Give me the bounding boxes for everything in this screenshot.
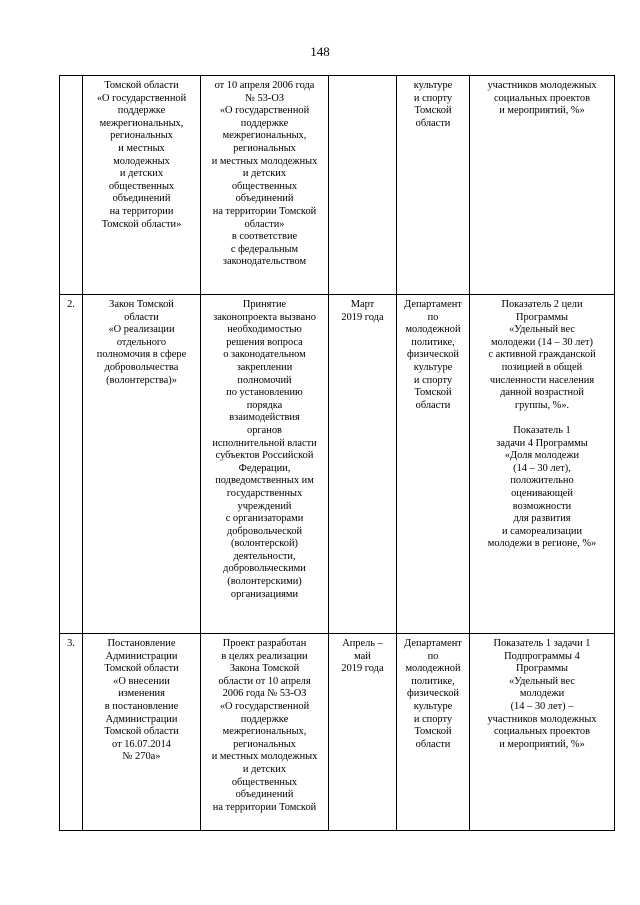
cell-text-line: политике, <box>411 336 455 348</box>
cell-text-line: «О внесении <box>113 675 170 687</box>
cell-text-line: 2006 года № 53-ОЗ <box>222 688 307 700</box>
cell-text-line: социальных проектов <box>494 726 590 738</box>
cell-text-line: Показатель 2 цели <box>501 299 583 310</box>
cell-text-line: в целях реализации <box>221 650 308 662</box>
cell-text-line: субъектов Российской <box>215 450 314 462</box>
cell-text-line: области <box>415 117 451 129</box>
cell-text-line: молодежных <box>113 155 170 167</box>
cell-text-line: по <box>427 311 439 323</box>
cell-text-line: от 10 апреля 2006 года <box>214 80 315 91</box>
cell-text-line: Томской области» <box>101 218 182 230</box>
cell-text-line: социальных проектов <box>494 92 590 104</box>
measures-table <box>59 75 615 831</box>
cell-text-line: в постановление <box>104 700 179 712</box>
cell-text-line: культуре <box>413 361 453 373</box>
cell-text-line: деятельности, <box>233 550 296 562</box>
cell-text-line: Постановление <box>107 638 176 649</box>
cell-text-line: Департамент <box>404 299 462 310</box>
cell-text-line: для развития <box>513 513 571 525</box>
cell-text-line: поддержке <box>240 713 289 725</box>
cell-text-line: молодежной <box>405 663 461 675</box>
cell-text-line: Закон Томской <box>109 299 174 310</box>
cell-text-line: на территории Томской <box>212 801 317 813</box>
cell-text-line: и местных <box>118 142 165 154</box>
cell-text-line: и спорту <box>413 374 453 386</box>
cell-text-line: изменения <box>118 688 165 700</box>
cell-text-line: о законодательном <box>223 349 306 361</box>
cell-text-line: отдельного <box>116 336 167 348</box>
cell-text-line: в соответствие <box>231 231 298 243</box>
cell-text-line: и мероприятий, %» <box>499 105 585 117</box>
cell-text-line: и детских <box>242 763 287 775</box>
cell-text-line: по установлению <box>226 387 303 399</box>
table-row <box>60 76 615 295</box>
document-cell <box>83 295 201 634</box>
cell-text-line: «Удельный вес <box>509 675 575 687</box>
deadline-cell <box>329 295 397 634</box>
cell-text-line: с федеральным <box>230 243 299 255</box>
cell-text-line: общественных <box>108 180 175 192</box>
cell-text-line: решения вопроса <box>226 336 303 348</box>
cell-text-line: региональных <box>233 738 296 750</box>
cell-text-line: № 53-ОЗ <box>244 92 285 104</box>
cell-text-line: задачи 4 Программы <box>496 437 588 449</box>
cell-text-line: Администрации <box>105 713 178 725</box>
indicator-cell <box>470 295 615 634</box>
cell-text-line: общественных <box>231 776 298 788</box>
cell-text-line: Томской области <box>104 663 179 675</box>
cell-text-line: поддержке <box>240 117 289 129</box>
cell-text-line: Принятие <box>242 299 287 310</box>
cell-text-line: объединений <box>235 789 294 801</box>
cell-text-line: и детских <box>242 168 287 180</box>
cell-text-line: исполнительной власти <box>212 437 317 449</box>
cell-text-line: региональных <box>110 130 173 142</box>
page-number: 148 <box>310 44 330 59</box>
cell-text-line: Томской области <box>104 80 179 91</box>
cell-text-line: законопроекта вызвано <box>213 311 316 323</box>
cell-text-line: молодежи <box>519 688 565 700</box>
cell-text-line: области от 10 апреля <box>218 675 311 687</box>
cell-text-line: участников молодежных <box>487 80 597 91</box>
table-row <box>60 634 615 831</box>
cell-text-line: оценивающей <box>511 487 573 499</box>
executor-cell <box>397 634 470 831</box>
cell-text-line: молодежи в регионе, %» <box>487 538 597 550</box>
cell-text-line: политике, <box>411 675 455 687</box>
cell-text-line: культуре <box>413 80 453 91</box>
cell-text-line: Закона Томской <box>229 663 300 675</box>
cell-text-line: Март <box>350 299 375 310</box>
cell-text-line: (волонтерской) <box>231 538 298 550</box>
indicator-cell <box>470 634 615 831</box>
cell-text-line: закреплении <box>236 361 293 373</box>
cell-text-line: и самореализации <box>501 525 583 537</box>
cell-text-line: «О реализации <box>108 324 175 336</box>
cell-text-line: и местных молодежных <box>211 751 318 763</box>
cell-text-line: Томской <box>414 726 452 738</box>
cell-text-line: учреждений <box>237 500 292 512</box>
indicator-cell <box>470 76 615 295</box>
cell-text-line: Федерации, <box>238 462 291 474</box>
cell-text-line: поддержке <box>117 105 166 117</box>
cell-text-line: Томской области <box>104 726 179 738</box>
deadline-cell <box>329 76 397 295</box>
cell-text-line: взаимодействия <box>229 412 300 424</box>
cell-text-line: и спорту <box>413 713 453 725</box>
cell-text-line: региональных <box>233 142 296 154</box>
cell-text-line: Программы <box>515 663 569 675</box>
cell-text-line: (волонтерскими) <box>227 576 302 588</box>
cell-text-line: и детских <box>119 168 164 180</box>
cell-text-line: с организаторами <box>225 513 304 525</box>
cell-text-line: Томской <box>414 105 452 117</box>
row-number-cell: 3. <box>60 634 83 831</box>
cell-text-line: Апрель – <box>342 638 383 649</box>
cell-text-line: области <box>415 399 451 411</box>
cell-text-line: общественных <box>231 180 298 192</box>
executor-cell <box>397 295 470 634</box>
cell-text-line: объединений <box>235 193 294 205</box>
cell-text-line: (14 – 30 лет), <box>513 462 571 474</box>
cell-text-line: группы, %». <box>514 399 570 411</box>
content-cell <box>201 295 329 634</box>
document-cell <box>83 634 201 831</box>
cell-text-line: «О государственной <box>96 92 187 104</box>
cell-text-line: (14 – 30 лет) – <box>510 700 574 712</box>
cell-text-line: полномочий <box>237 374 292 386</box>
cell-text-line: органов <box>247 424 282 436</box>
cell-text-line: «О государственной <box>219 105 310 117</box>
cell-text-line: на территории Томской <box>212 205 317 217</box>
cell-text-line: добровольческими <box>223 563 306 575</box>
row-number-cell: 2. <box>60 295 83 634</box>
cell-text-line: данной возрастной <box>500 387 584 399</box>
cell-text-line: и спорту <box>413 92 453 104</box>
cell-text-line: возможности <box>512 500 572 512</box>
table-row <box>60 295 615 634</box>
cell-text-line: межрегиональных, <box>222 726 307 738</box>
cell-text-line: и местных молодежных <box>211 155 318 167</box>
cell-text-line: межрегиональных, <box>99 117 184 129</box>
cell-text-line: порядка <box>246 399 283 411</box>
cell-text-line: № 270а» <box>122 751 161 763</box>
cell-text-line: «Доля молодежи <box>504 450 580 462</box>
cell-text-line: Показатель 1 <box>513 424 571 436</box>
cell-text-line: культуре <box>413 700 453 712</box>
cell-text-line: молодежной <box>405 324 461 336</box>
cell-text-line: полномочия в сфере <box>96 349 187 361</box>
cell-text-line: Администрации <box>105 650 178 662</box>
deadline-cell <box>329 634 397 831</box>
executor-cell <box>397 76 470 295</box>
cell-text-line: Подпрограммы 4 <box>504 650 580 662</box>
cell-text-line: молодежи (14 – 30 лет) <box>491 336 593 348</box>
cell-text-line: добровольческой <box>226 525 303 537</box>
cell-text-line: и мероприятий, %» <box>499 738 585 750</box>
table-body <box>60 76 615 831</box>
cell-text-line: численности населения <box>489 374 595 386</box>
cell-text-line: 2019 года <box>341 663 384 675</box>
row-number-cell <box>60 76 83 295</box>
cell-text-line: государственных <box>226 487 303 499</box>
cell-text-line: области <box>415 738 451 750</box>
cell-text-line: законодательством <box>222 256 307 268</box>
cell-text-line: физической <box>407 688 459 700</box>
cell-text-line: физической <box>407 349 459 361</box>
cell-text-line: позицией в общей <box>501 361 583 373</box>
cell-text-line: Томской <box>414 387 452 399</box>
cell-text-line: май <box>354 650 371 662</box>
cell-text-line: Проект разработан <box>222 638 307 649</box>
cell-text-line: Департамент <box>404 638 462 649</box>
cell-text-line: подведомственных им <box>215 475 314 487</box>
cell-text-line: положительно <box>510 475 574 487</box>
content-cell <box>201 634 329 831</box>
cell-text-line: необходимостью <box>227 324 302 336</box>
document-cell <box>83 76 201 295</box>
content-cell <box>201 76 329 295</box>
cell-text-line: от 16.07.2014 <box>112 738 171 750</box>
cell-text-line: 2019 года <box>341 311 384 323</box>
cell-text-line: Показатель 1 задачи 1 <box>493 638 591 649</box>
cell-text-line: области <box>124 311 159 323</box>
cell-text-line: организациями <box>230 588 299 600</box>
cell-text-line: добровольчества <box>104 361 179 373</box>
cell-text-line: объединений <box>112 193 171 205</box>
cell-text-line: участников молодежных <box>487 713 597 725</box>
cell-text-line: области» <box>244 218 285 230</box>
cell-text-line: Программы <box>515 311 569 323</box>
cell-text-line: (волонтерства)» <box>106 374 177 386</box>
cell-text-line <box>472 412 612 425</box>
cell-text-line: по <box>427 650 439 662</box>
cell-text-line: с активной гражданской <box>488 349 596 361</box>
cell-text-line: на территории <box>109 205 174 217</box>
cell-text-line: «О государственной <box>219 700 310 712</box>
cell-text-line: «Удельный вес <box>509 324 575 336</box>
cell-text-line: межрегиональных, <box>222 130 307 142</box>
